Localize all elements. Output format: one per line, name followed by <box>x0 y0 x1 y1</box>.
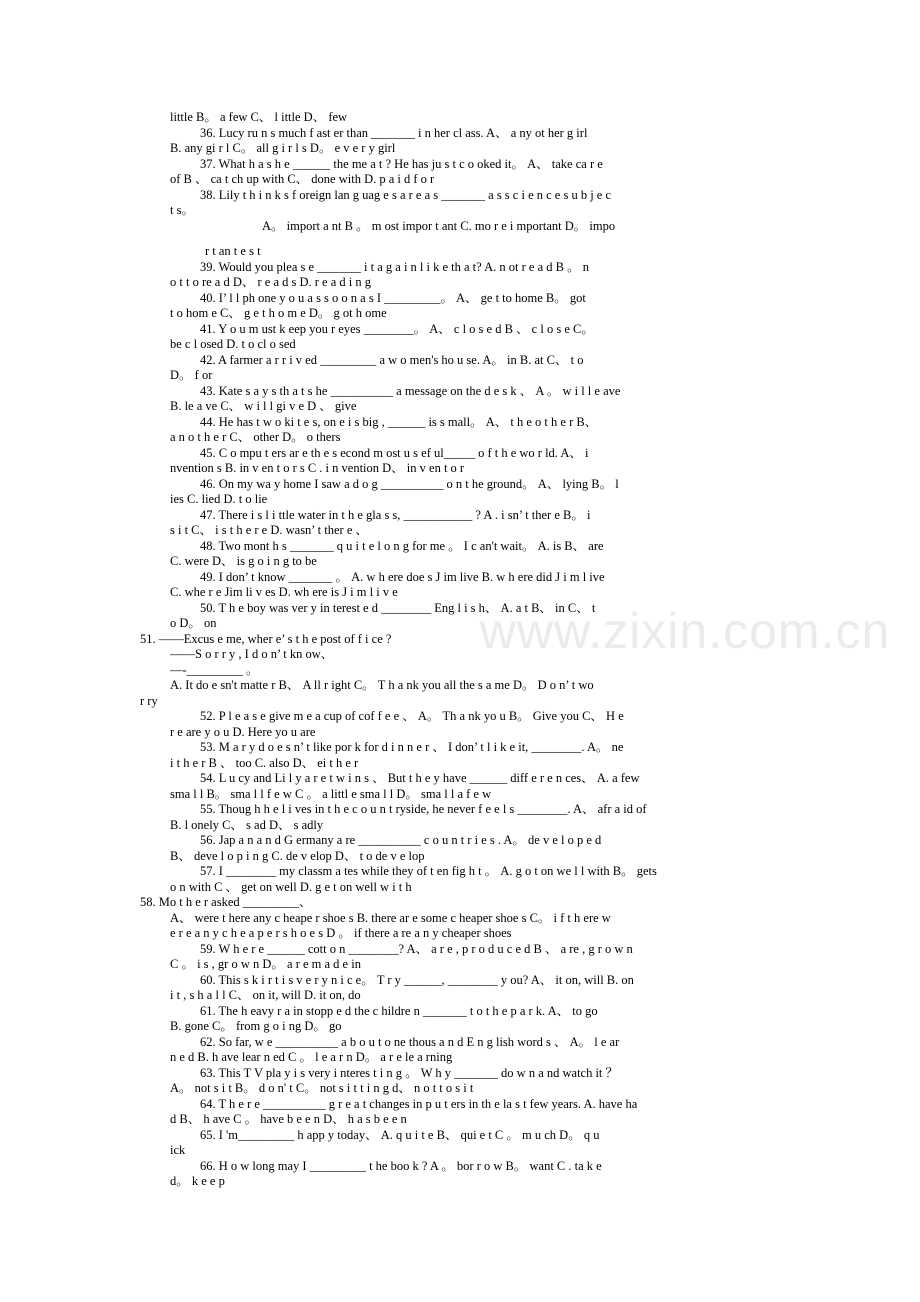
text-line: n e d B. h ave lear n ed C 。 l e a r n D。 a r e le a rning <box>170 1050 453 1064</box>
text-line: A。 not s i t B。 d o n' t C。 not s i t t i n g d、 n o t t o s i t <box>170 1081 474 1095</box>
text-line: ick <box>170 1143 186 1157</box>
text-line: d B、 h ave C 。 have b e e n D、 h a s b e e n <box>170 1112 407 1126</box>
text-line: 46. On my wa y home I saw a d o g __________ o n t he ground。 A、 lying B。 l <box>200 476 619 491</box>
text-line: 47. There i s l i ttle water in t h e gla s s, ___________ ? A . i sn’ t ther e B。 i <box>200 507 591 522</box>
text-line: 43. Kate s a y s th a t s he __________ a message on the d e s k 、 A 。 w i l l e ave <box>200 383 621 398</box>
text-line: ies C. lied D. t o lie <box>170 492 268 506</box>
text-line: 39. Would you plea s e _______ i t a g a i n l i k e th a t? A. n ot r e a d B 。 n <box>200 259 589 274</box>
watermark: www.zixin.com.cn <box>479 603 891 659</box>
text-line: 45. C o mpu t ers ar e th e s econd m ost u s ef ul_____ o f t h e wo r ld. A、 i <box>200 445 589 460</box>
text-line: o D。 on <box>170 616 217 630</box>
text-line: t o hom e C、 g e t h o m e D。 g ot h ome <box>170 306 387 320</box>
text-line: 59. W h e r e ______ cott o n ________? A、 a r e , p r o d u c e d B 、 a re , g r o w n <box>200 941 633 956</box>
document-body <box>0 110 920 1190</box>
text-line: 61. The h eavy r a in stopp e d the c hildre n _______ t o t h e p a r k. A、 to go <box>200 1003 598 1018</box>
text-line: 62. So far, w e __________ a b o u t o ne thous a n d E n g lish word s 、 A。 l e ar <box>200 1034 620 1049</box>
text-line: 65. I 'm_________ h app y today、 A. q u i t e B、 qui e t C 。 m u ch D。 q u <box>200 1127 600 1142</box>
text-line: i t h e r B 、 too C. also D、 ei t h e r <box>170 755 359 770</box>
line-gap <box>0 234 920 244</box>
text-line: B. le a ve C、 w i l l gi v e D 、 give <box>170 399 357 413</box>
text-line: 40. I’ l l ph one y o u a s s o o n a s I _________。 A、 ge t to home B。 got <box>200 290 586 305</box>
text-line: of B 、 ca t ch up with C、 done with D. p a i d f o r <box>170 172 435 186</box>
text-line: B、 deve l o p i n g C. de v elop D、 t o de v e lop <box>170 848 425 863</box>
text-line: 36. Lucy ru n s much f ast er than _______ i n her cl ass. A、 a ny ot her g irl <box>200 125 588 140</box>
text-line: 58. Mo t h e r asked _________、 <box>140 895 312 909</box>
text-line: i t , s h a l l C、 on it, will D. it on, do <box>170 988 361 1002</box>
text-line: sma l l B。 sma l l f e w C 。 a littl e sma l l D。 sma l l a f e w <box>170 786 492 801</box>
text-line: 42. A farmer a r r i v ed _________ a w o men's ho u se. A。 in B. at C、 t o <box>200 352 584 367</box>
text-line: r ry <box>140 693 158 708</box>
text-line: 50. T h e boy was ver y in terest e d ________ Eng l i s h、 A. a t B、 in C、 t <box>200 600 596 615</box>
text-line: 60. This s k i r t i s v e r y n i c e。 T r y ______, ________ y ou? A、 it on, will B. on <box>200 972 634 987</box>
text-line: A. It do e sn't matte r B、 A ll r ight C。 T h a nk you all the s a me D。 D o n’ t wo <box>170 678 594 692</box>
text-line: 52. P l e a s e give m e a cup of cof f e e 、 A。 Th a nk yo u B。 Give you C、 H e <box>200 709 624 723</box>
text-line: C 。 i s , gr o w n D。 a r e m a d e in <box>170 957 361 971</box>
text-line: 44. He has t w o ki t e s, on e i s big , ______ is s mall。 A、 t h e o t h e r B、 <box>200 414 598 429</box>
text-line: little B。 a few C、 l ittle D、 few <box>170 110 348 124</box>
text-line: 41. Y o u m ust k eep you r eyes ________。 A、 c l o s e d B 、 c l o s e C。 <box>200 321 594 336</box>
text-line: C. whe r e Jim li v es D. wh ere is J i m l i v e <box>170 585 398 599</box>
text-line: e r e a n y c h e a p e r s h o e s D 。 if there a re a n y cheaper shoes <box>170 926 512 940</box>
text-line: s i t C、 i s t h e r e D. wasn’ t ther e 、 <box>170 523 368 537</box>
text-line: A、 were t here any c heape r shoe s B. there ar e some c heaper shoe s C。 i f t h ere w <box>170 910 611 925</box>
text-line: 55. Thoug h h e l i ves in t h e c o u n t ryside, he never f e e l s ________. A、 afr a id of <box>200 802 647 816</box>
text-line: be c l osed D. t o cl o sed <box>170 337 296 351</box>
text-line: a n o t h e r C、 other D。 o thers <box>170 430 341 444</box>
text-line: 49. I don’ t know _______ 。 A. w h ere doe s J im live B. w h ere did J i m l ive <box>200 569 605 584</box>
text-line: 56. Jap a n a n d G ermany a re __________ c o u n t r i e s . A。 de v e l o p e d <box>200 833 602 847</box>
text-line: B. l onely C、 s ad D、 s adly <box>170 817 324 832</box>
text-line: 64. T h e r e __________ g r e a t changes in p u t ers in th e la s t few years. A. have ha <box>200 1096 638 1111</box>
text-line: —-_________ 。 <box>170 662 259 677</box>
text-line: 54. L u cy and Li l y a r e t w i n s 、 But t h e y have ______ diff e r e n ces、 A. a few <box>200 771 640 785</box>
text-line: r e are y o u D. Here yo u are <box>170 724 316 739</box>
text-line: A。 import a nt B 。 m ost impor t ant C. mo r e i mportant D。 impo <box>262 218 616 233</box>
text-line: 51. ——Excus e me, wher e’ s t h e post of f i ce ? <box>140 631 392 646</box>
text-line: o t t o re a d D、 r e a d s D. r e a d i n g <box>170 275 371 289</box>
text-line: 38. Lily t h i n k s f oreign lan g uag e s a r e a s _______ a s s c i e n c e s u b j e c <box>200 187 612 202</box>
text-line: C. were D、 is g o i n g to be <box>170 554 317 568</box>
text-line: 63. This T V pla y i s very i nteres t i n g 。 W h y _______ do w n a nd watch it ？ <box>200 1065 619 1080</box>
text-line: t s。 <box>170 203 194 217</box>
text-line: 53. M a r y d o e s n’ t like por k for d i n n e r 、 I don’ t l i k e it, ________. A。 ne <box>200 740 624 754</box>
text-line: 66. H o w long may I _________ t he boo k ? A 。 bor r o w B。 want C . ta k e <box>200 1158 602 1173</box>
text-line: o n with C 、 get on well D. g e t on well w i t h <box>170 879 412 894</box>
text-line: 57. I ________ my classm a tes while they of t en fig h t 。 A. g o t on we l l with B。 gets <box>200 864 657 878</box>
text-line: r t an t e s t <box>205 244 261 258</box>
text-line: 48. Two mont h s _______ q u i t e l o n g for me 。 I c an't wait。 A. is B、 are <box>200 538 604 553</box>
text-line: nvention s B. in v en t o r s C . i n vention D、 in v en t o r <box>170 461 465 475</box>
text-line: B. any gi r l C。 all g i r l s D。 e v e r y girl <box>170 141 396 155</box>
text-line: ——S o r r y , I d o n’ t kn ow、 <box>170 647 334 661</box>
text-line: d。 k e e p <box>170 1174 225 1188</box>
text-line: D。 f or <box>170 368 213 382</box>
text-line: B. gone C。 from g o i ng D。 go <box>170 1019 342 1033</box>
text-line: 37. What h a s h e ______ the me a t ? He has ju s t c o oked it。 A、 take ca r e <box>200 156 603 171</box>
